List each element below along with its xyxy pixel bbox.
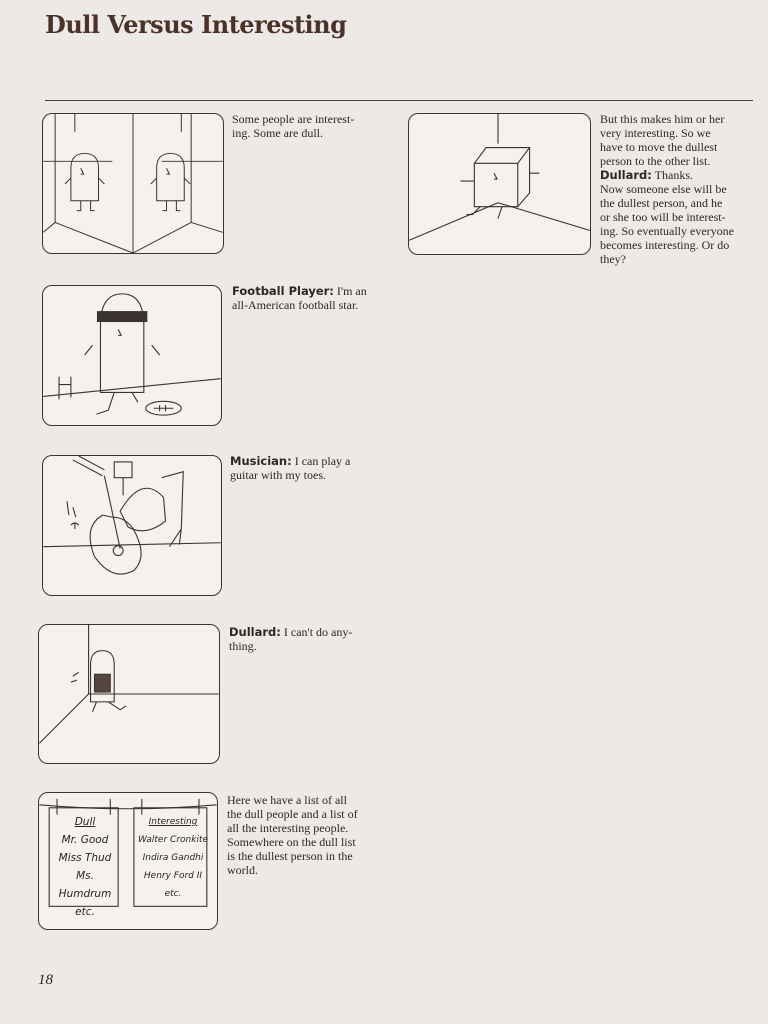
caption-line: the dullest person, and he <box>600 196 723 210</box>
page-number: 18 <box>38 972 53 988</box>
interesting-list-heading: Interesting <box>148 817 198 827</box>
interesting-list <box>136 813 210 903</box>
caption-line: Here we have a list of all <box>227 793 347 807</box>
caption-line: person to the other list. <box>600 154 711 168</box>
musician-illustration <box>43 456 221 595</box>
dull-list <box>51 813 119 921</box>
list-item: Ms. Humdrum <box>58 870 112 900</box>
caption-line: But this makes him or her <box>600 112 725 126</box>
caption-line: ing. So eventually everyone <box>600 224 734 238</box>
panel-lists <box>38 792 218 930</box>
caption-line: ing. Some are dull. <box>232 126 323 140</box>
panel-football-player <box>42 285 222 426</box>
list-item: Miss Thud <box>58 852 112 864</box>
panel-5-caption <box>227 793 397 877</box>
caption-line: or she too will be interest- <box>600 210 726 224</box>
caption-line: all the interesting people. <box>227 821 349 835</box>
dullard-illustration <box>39 625 219 763</box>
caption-line: world. <box>227 863 258 877</box>
caption-line: very interesting. So we <box>600 126 711 140</box>
caption-line: I can't do any- <box>280 625 353 639</box>
caption-line: I'm an <box>333 284 367 298</box>
caption-line: thing. <box>229 639 257 653</box>
panel-musician <box>42 455 222 596</box>
right-caption <box>600 112 760 266</box>
caption-line: I can play a <box>291 454 351 468</box>
page-title: Dull Versus Interesting <box>45 10 347 39</box>
caption-line: Somewhere on the dull list <box>227 835 356 849</box>
cube-dullard-illustration <box>409 114 590 254</box>
list-item: Walter Cronkite <box>137 835 209 845</box>
speaker-name: Dullard: <box>600 168 652 182</box>
caption-line: becomes interesting. Or do <box>600 238 730 252</box>
panel-3-caption <box>230 454 380 482</box>
two-people-illustration <box>43 114 223 253</box>
panel-1-caption <box>232 112 382 140</box>
panel-4-caption <box>229 625 379 653</box>
list-item: etc. <box>75 906 95 918</box>
panel-cube-dullard <box>408 113 591 255</box>
header-rule <box>45 100 753 101</box>
speaker-name: Dullard: <box>229 625 281 639</box>
panel-two-people <box>42 113 224 254</box>
panel-dullard <box>38 624 220 764</box>
speaker-name: Football Player: <box>232 284 334 298</box>
caption-line: Now someone else will be <box>600 182 727 196</box>
caption-line: is the dullest person in the <box>227 849 353 863</box>
caption-line: Thanks. <box>651 168 693 182</box>
list-item: Mr. Good <box>61 834 109 846</box>
dull-list-heading: Dull <box>74 816 96 828</box>
list-item: Henry Ford II <box>143 871 203 881</box>
caption-line: guitar with my toes. <box>230 468 326 482</box>
football-player-illustration <box>43 286 221 425</box>
panel-2-caption <box>232 284 382 312</box>
caption-line: have to move the dullest <box>600 140 718 154</box>
speaker-name: Musician: <box>230 454 292 468</box>
caption-line: Some people are interest- <box>232 112 355 126</box>
list-item: etc. <box>164 889 182 899</box>
caption-line: all-American football star. <box>232 298 359 312</box>
caption-line: they? <box>600 252 626 266</box>
caption-line: the dull people and a list of <box>227 807 358 821</box>
list-item: Indira Gandhi <box>142 853 204 863</box>
